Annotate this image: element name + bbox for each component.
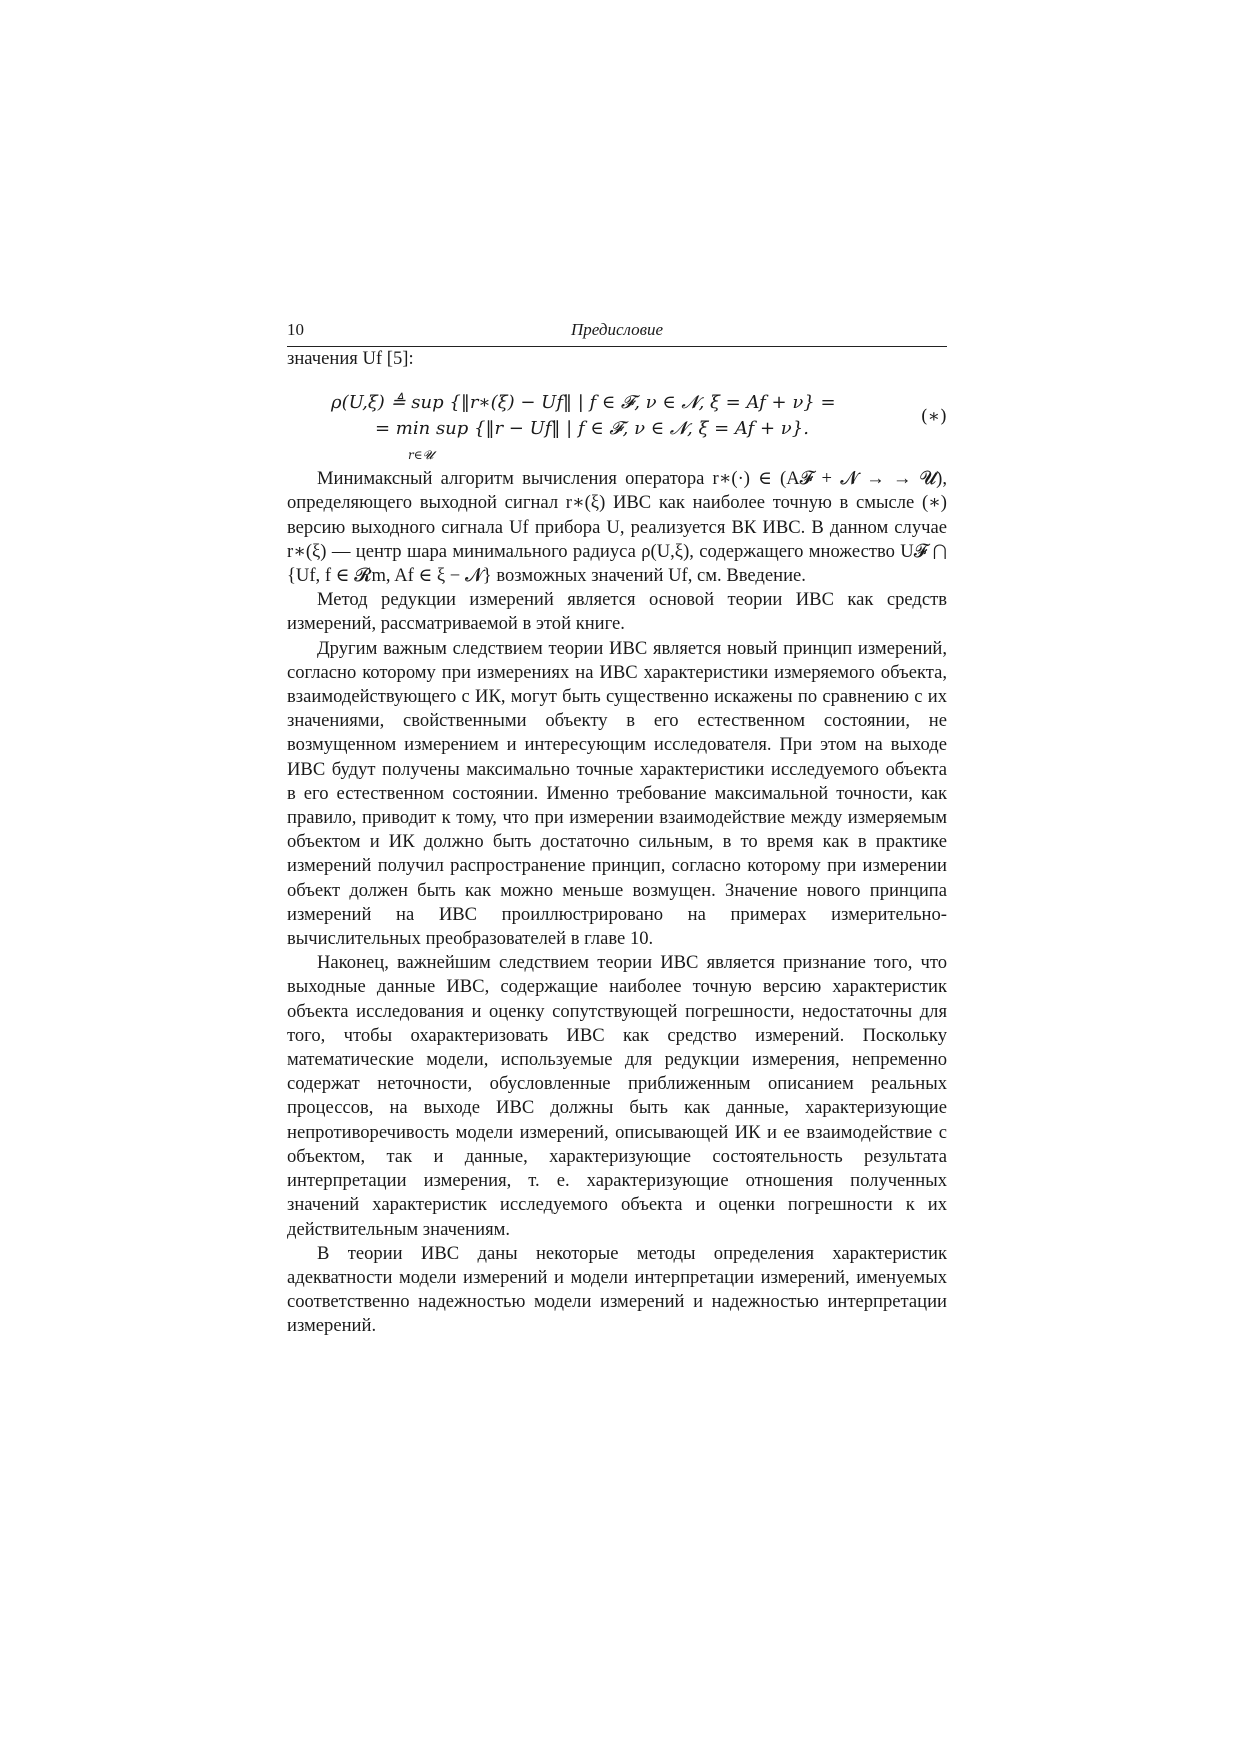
paragraph-minimax: Минимаксный алгоритм вычисления оператора r∗(·) ∈ (A𝓕 + 𝓝 → → 𝓤), определяющего выходной сигнал r∗(ξ) ИВС как наиболее точную в смысле (∗) версию выходного сигнала Uf прибора U, реализуется ВК ИВС. В данном случае r∗(ξ) — центр шара минимального радиуса ρ(U,ξ), содержащего множество U𝓕 ⋂ {Uf, f ∈ 𝓡m, Af ∈ ξ − 𝓝} возможных значений Uf, см. Введение. (287, 468, 947, 587)
running-header (287, 320, 947, 347)
paragraph-output-data: Наконец, важнейшим следствием теории ИВС является признание того, что выходные данные ИВС, содержащие наиболее точную версию характеристик объекта исследования и оценку сопутствующей погрешности, недостаточны для того, чтобы охарактеризовать ИВС как средство измерений. Поскольку математические модели, используемые для редукции измерения, непременно содержат неточности, обусловленные приближенным описанием реальных процессов, на выходе ИВС должны быть как данные, характеризующие непротиворечивость модели измерений, описывающей ИК и ее взаимодействие с объектом, так и данные, характеризующие состоятельность результата интерпретации измерения, т. е. характеризующие отношения полученных значений характеристик исследуемого объекта и оценки погрешности к их действительным значениям. (287, 952, 947, 1240)
running-title: Предисловие (570, 320, 664, 339)
paragraph-reduction-method: Метод редукции измерений является основой теории ИВС как средств измерений, рассматриваемой в этой книге. (287, 589, 947, 635)
book-page (287, 320, 947, 1339)
page-number: 10 (287, 320, 304, 339)
formula-min-subscript: r∈𝓤 (408, 448, 434, 463)
paragraph-adequacy-methods: В теории ИВС даны некоторые методы определения характеристик адекватности модели измерений и модели интерпретации измерений, именуемых соответственно надежностью модели измерений и надежностью интерпретации измерений. (287, 1242, 947, 1337)
formula-tag: (∗) (920, 406, 947, 428)
intro-line: значения Uf [5]: (287, 348, 414, 369)
formula-line-1: ρ(U,ξ) ≜ sup {‖r∗(ξ) − Uf‖ | f ∈ 𝓕, ν ∈ 𝓝, ξ = Af + ν} = (331, 392, 836, 414)
formula-line-2: = min sup {‖r − Uf‖ | f ∈ 𝓕, ν ∈ 𝓝, ξ = Af + ν}. (375, 418, 809, 440)
paragraph-new-principle: Другим важным следствием теории ИВС является новый принцип измерений, согласно которому при измерениях на ИВС характеристики измеряемого объекта, взаимодействующего с ИК, могут быть существенно искажены по сравнению с их значениями, свойственными объекту в его естественном состоянии, не возмущенном измерением и интересующим исследователя. При этом на выходе ИВС будут получены максимально точные характеристики исследуемого объекта в его естественном состоянии. Именно требование максимальной точности, как правило, приводит к тому, что при измерении взаимодействие между измеряемым объектом и ИК должно быть достаточно сильным, в то время как в практике измерений получил распространение принцип, согласно которому при измерении объект должен быть как можно меньше возмущен. Значение нового принципа измерений на ИВС проиллюстрировано на примерах измерительно-вычислительных преобразователей в главе 10. (287, 637, 947, 950)
display-formula (287, 385, 947, 463)
